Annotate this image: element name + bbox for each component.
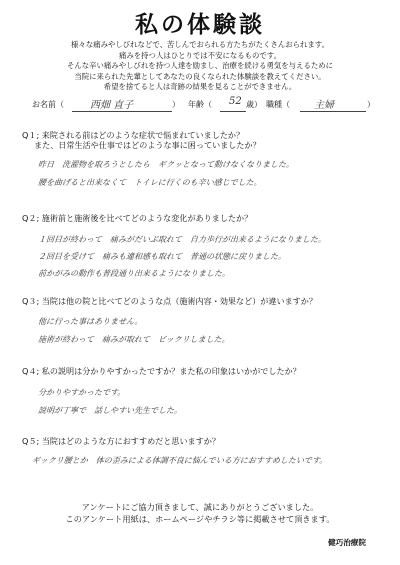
question-line: また、日常生活や仕事ではどのような事に困っていましたか？: [34, 140, 261, 151]
question-line: Q２; 施術前と施術後を比べてどのような変化がありましたか？: [22, 213, 253, 223]
thank-you-note: [0, 502, 400, 525]
job-value: 主婦: [314, 100, 334, 111]
answer-line: 説明が丁寧で 話しやすい先生でした。: [37, 406, 183, 415]
intro-line: 希望を捨てると人は奇跡の結果を見ることができません。: [103, 82, 297, 92]
name-underline: [72, 111, 172, 112]
intro-line: 当院に来られた先輩としてあなたの良くなられた体験談を教えてください。: [74, 71, 326, 81]
answer-line: 他に行った事はありません。: [37, 317, 143, 326]
answer-4: [38, 384, 383, 420]
answer-line: 前かがみの動作も普段通り出来るようになりました。: [37, 269, 231, 278]
age-suffix: 歳）: [246, 100, 262, 109]
question-3: [22, 296, 382, 306]
name-value: 西畑 直子: [90, 100, 134, 111]
job-underline: [300, 111, 366, 112]
intro-text: [20, 40, 380, 93]
answer-3: [38, 313, 383, 349]
clinic-name: 健巧治療院: [328, 538, 366, 547]
answer-line: 昨日 洗濯物を取ろうとしたら ギクッとなって動けなくなりました。: [37, 160, 295, 169]
age-underline: [220, 111, 246, 112]
question-1: [22, 130, 382, 151]
answer-line: 施術が終わって 痛みが取れて ビックリしました。: [37, 335, 230, 344]
intro-line: 痛みを持つ人はひとりでは不安になるものです。: [118, 50, 281, 60]
answer-line: 腰を曲げると出来なくて トイレに行くのも辛い感じでした。: [37, 178, 262, 187]
answer-line: ギックリ腰とか 体の歪みによる体調不良に悩んでいる方におすすめしたいです。: [31, 456, 328, 465]
answer-2: [38, 231, 383, 282]
answer-line: 分かりやすかったです。: [37, 388, 126, 397]
respondent-info: [32, 96, 375, 111]
name-close: ）: [172, 100, 180, 109]
answer-line: １回目が終わって 痛みがだいぶ取れて 自力歩行が出来るようになりました。: [37, 235, 327, 244]
question-line: Q４; 私の説明は分かりやすかったですか？また私の印象はいかがでしたか？: [22, 366, 301, 376]
question-4: [22, 366, 382, 376]
age-value: 52: [229, 96, 242, 107]
job-close: ）: [367, 100, 375, 109]
name-label: お名前（: [32, 100, 64, 109]
question-line: Q１; 来院される前はどのような症状で悩まれていましたか？: [22, 130, 245, 140]
question-5: [22, 436, 382, 446]
question-2: [22, 213, 382, 223]
job-label: 職種（: [266, 100, 290, 109]
intro-line: 様々な痛みやしびれなどで、苦しんでおられる方たちがたくさんおられます。: [71, 40, 329, 49]
question-line: Q５; 当院はどのような方におすすめだと思いますか？: [22, 436, 220, 446]
intro-line: そんな辛い痛みやしびれを持つ人達を励まし、治療を続ける勇気を与えるために: [66, 61, 334, 71]
answer-1: [38, 156, 383, 192]
question-line: Q３; 当院は他の院と比べてどのような点（施術内容・効果など）が違いますか？: [22, 296, 317, 306]
answer-line: ２回目を受けて 痛みも違和感も取れて 普通の状態に戻りました。: [37, 252, 287, 261]
footer-line: アンケートにご協力頂きまして、誠にありがとうございました。: [81, 502, 319, 512]
age-label: 年齢（: [188, 100, 212, 109]
answer-5: [32, 455, 377, 466]
page-title: 私の体験談: [135, 12, 265, 38]
footer-line: このアンケート用紙は、ホームページやチラシ等に掲載させて頂きます。: [65, 513, 335, 524]
